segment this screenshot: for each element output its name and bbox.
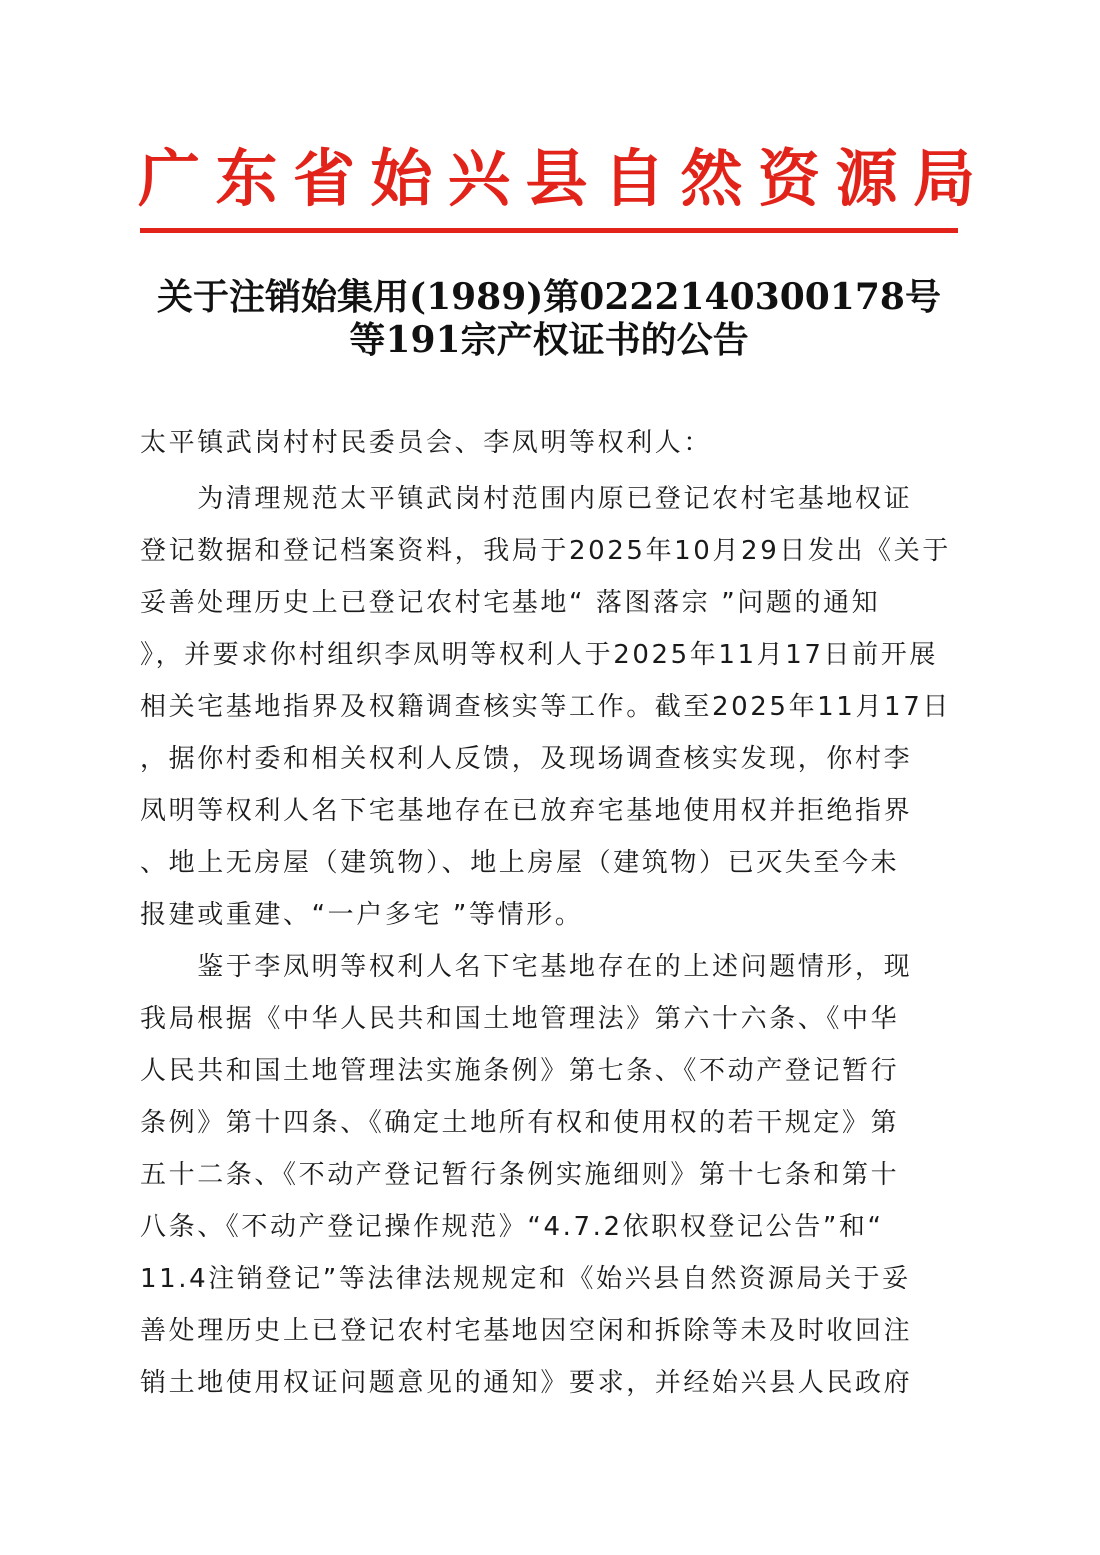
- body-line: 凤明等权利人名下宅基地存在已放弃宅基地使用权并拒绝指界: [140, 796, 913, 826]
- org-header-title: 广东省始兴县自然资源局: [138, 142, 991, 215]
- body-line: 八条、《不动产登记操作规范》“4.7.2依职权登记公告”和“: [140, 1212, 884, 1242]
- header-red-rule: [140, 228, 958, 233]
- body-line: 条例》第十四条、《确定土地所有权和使用权的若干规定》第: [140, 1108, 900, 1138]
- document-title-line-1: 关于注销始集用(1989)第0222140300178号: [157, 276, 941, 318]
- body-line: 相关宅基地指界及权籍调查核实等工作。截至2025年11月17日: [140, 692, 951, 722]
- body-line: 登记数据和登记档案资料，我局于2025年10月29日发出《关于: [140, 536, 951, 566]
- body-line: 我局根据《中华人民共和国土地管理法》第六十六条、《中华: [140, 1004, 900, 1034]
- body-line: ，据你村委和相关权利人反馈，及现场调查核实发现，你村李: [140, 744, 913, 774]
- body-line: 善处理历史上已登记农村宅基地因空闲和拆除等未及时收回注: [140, 1316, 913, 1346]
- body-line: 为清理规范太平镇武岗村范围内原已登记农村宅基地权证: [140, 484, 913, 514]
- document-title-line-2: 等191宗产权证书的公告: [349, 319, 749, 361]
- body-line: 销土地使用权证问题意见的通知》要求，并经始兴县人民政府: [140, 1368, 913, 1398]
- body-line: 报建或重建、“一户多宅 ”等情形。: [140, 900, 584, 930]
- body-line: 、地上无房屋（建筑物）、地上房屋（建筑物）已灭失至今未: [140, 848, 900, 878]
- body-line: 鉴于李凤明等权利人名下宅基地存在的上述问题情形，现: [140, 952, 913, 982]
- body-line: 11.4注销登记”等法律法规规定和《始兴县自然资源局关于妥: [140, 1264, 911, 1294]
- body-line: 人民共和国土地管理法实施条例》第七条、《不动产登记暂行: [140, 1056, 900, 1086]
- salutation: 太平镇武岗村村民委员会、李凤明等权利人：: [140, 428, 713, 458]
- body-line: 五十二条、《不动产登记暂行条例实施细则》第十七条和第十: [140, 1160, 900, 1190]
- body-line: 》，并要求你村组织李凤明等权利人于2025年11月17日前开展: [140, 640, 938, 670]
- body-line: 妥善处理历史上已登记农村宅基地“ 落图落宗 ”问题的通知: [140, 588, 881, 618]
